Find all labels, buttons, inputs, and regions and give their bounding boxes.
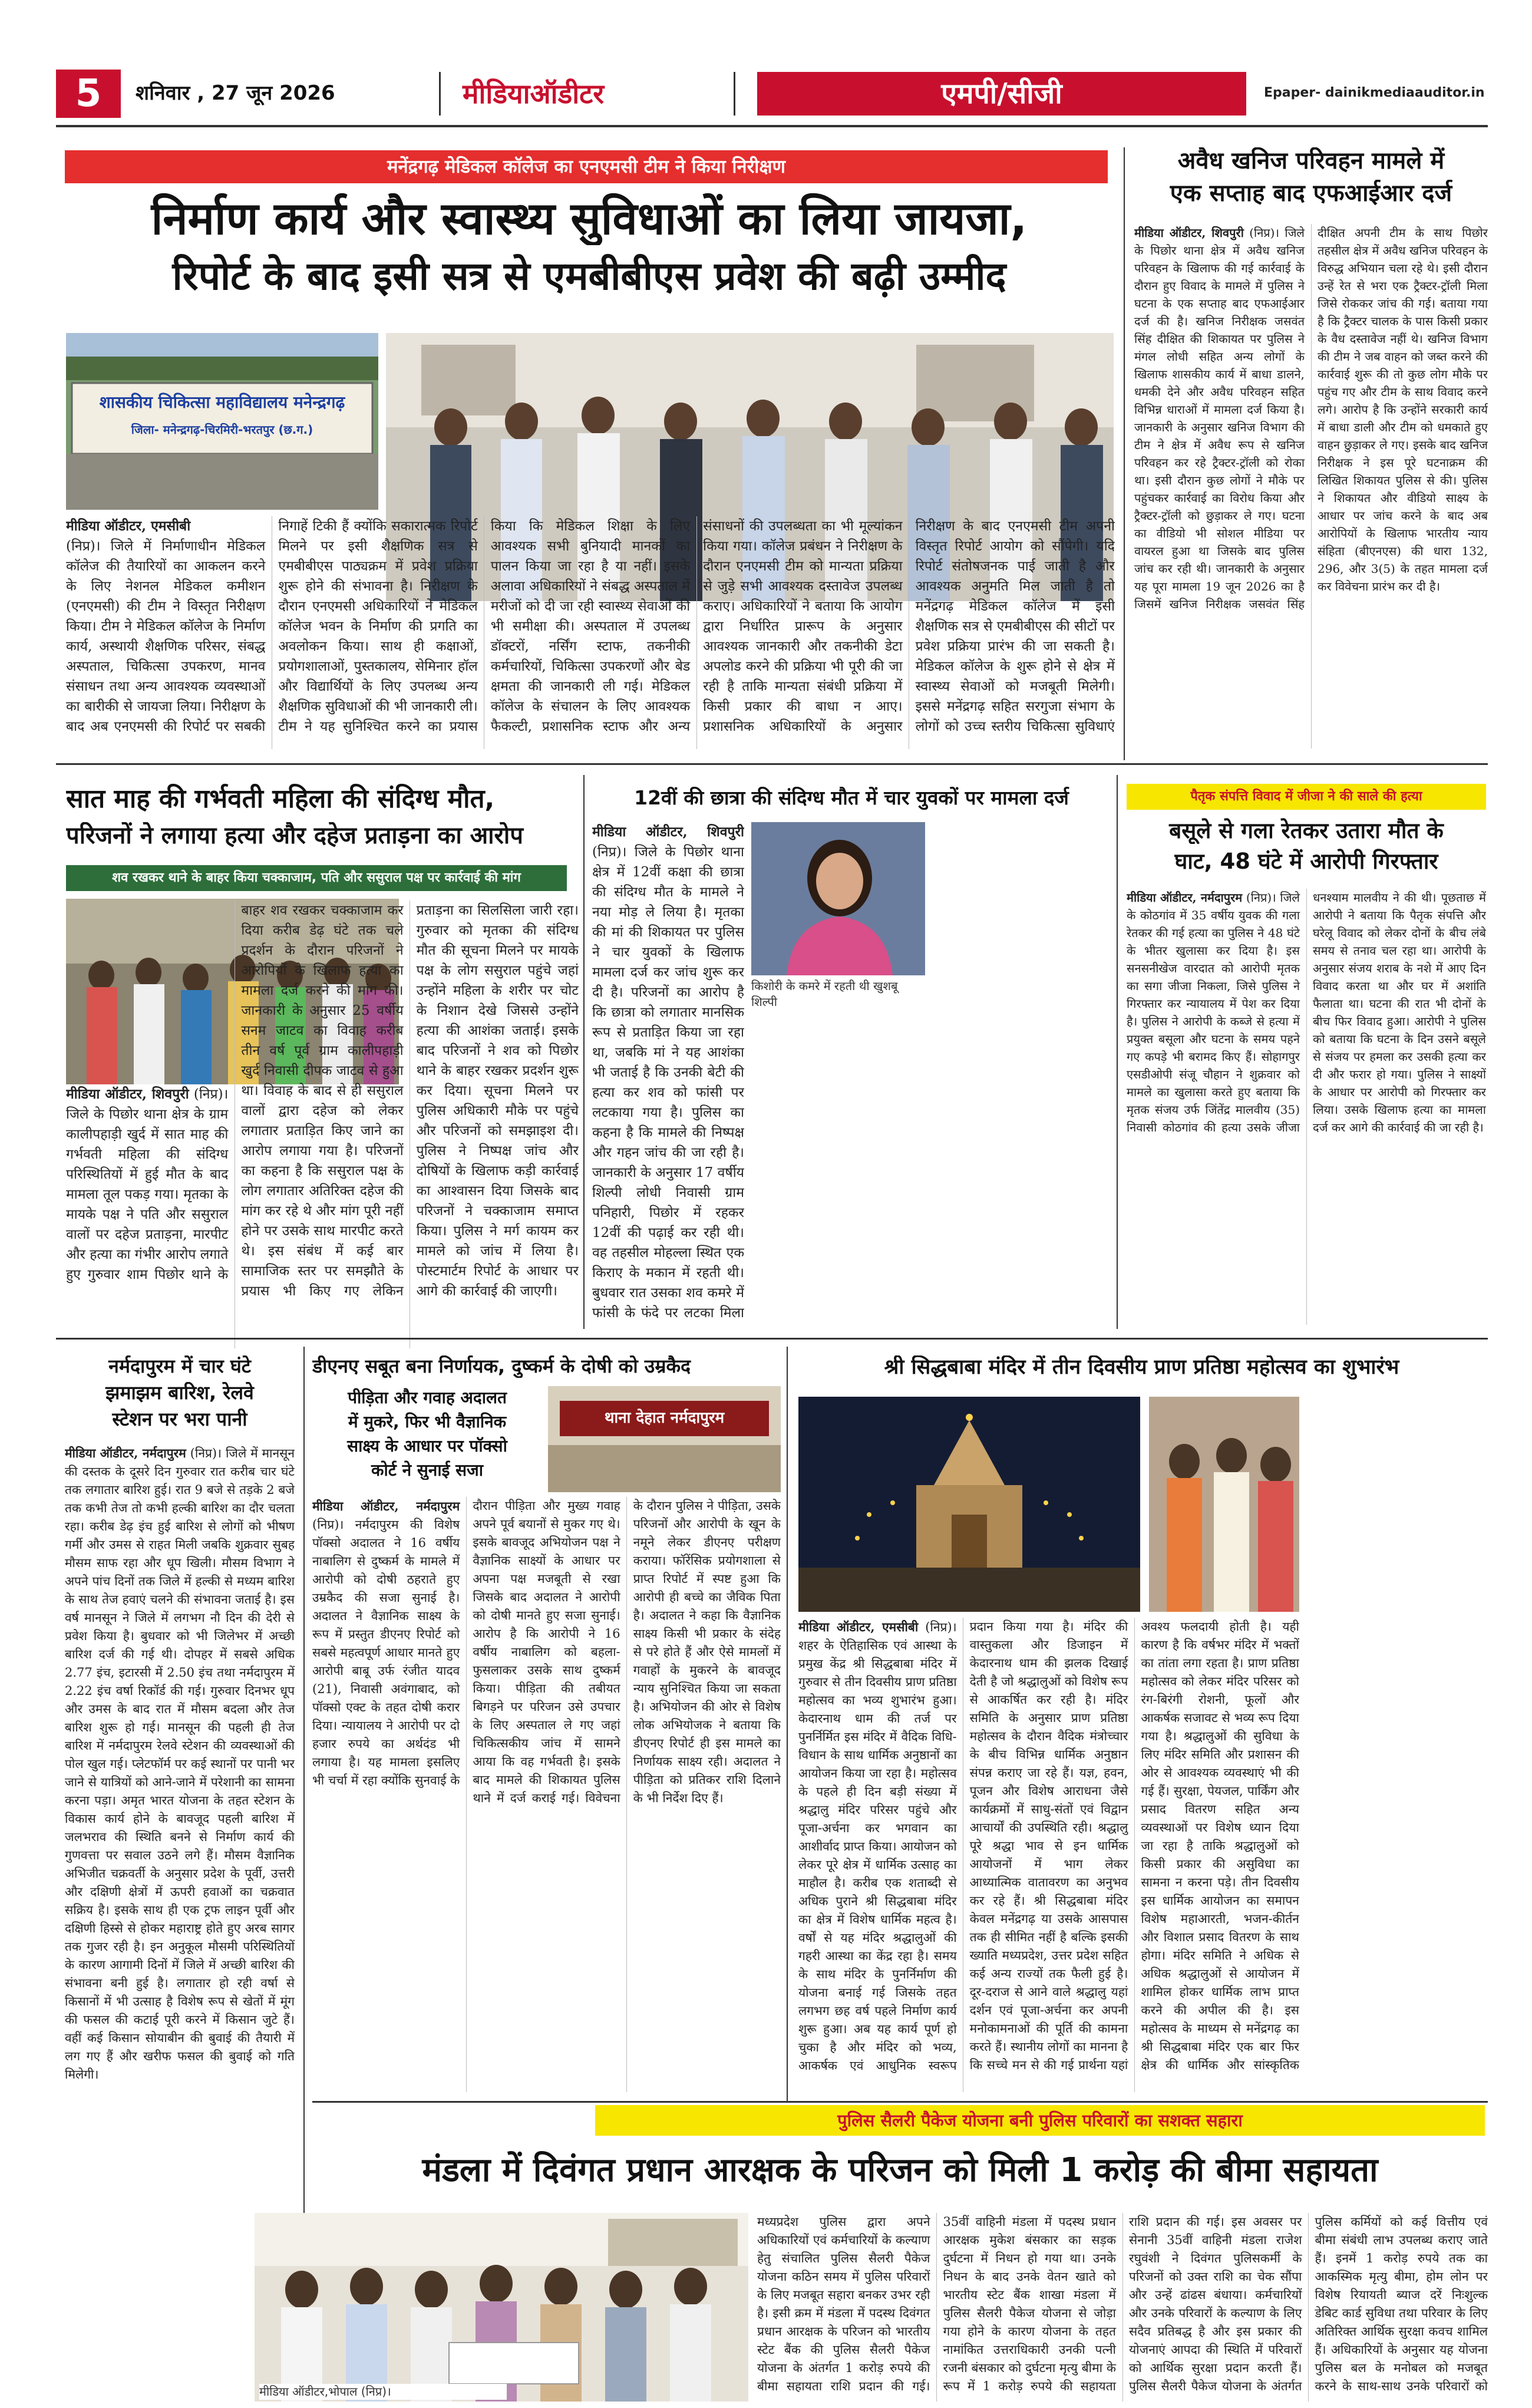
story1-kicker: मनेंद्रगढ़ मेडिकल कॉलेज का एनएमसी टीम ने किया निरीक्षण [65, 150, 1108, 183]
story6-body [65, 1444, 295, 2263]
story5-dateline: मीडिया ऑडीटर, नर्मदापुरम [1127, 890, 1243, 905]
story8-photo-temple [798, 1397, 1140, 1612]
story1-text: (निप्र)। जिले में निर्माणाधीन मेडिकल कॉलेज की तैयारियों का आकलन करने के लिए नेशनल मेडिकल कमीशन (एनएमसी) की टीम ने विस्तृत निरीक्षण किया। टीम ने मेडिकल कॉलेज के निर्माण कार्य, अस्थायी शैक्षणिक परिसर, संबद्ध अस्पताल, चिकित्सा उपकरण, मानव संसाधन तथा अन्य आवश्यक व्यवस्थाओं का बारीकी से जायजा लिया। निरीक्षण के बाद अब एनएमसी की रिपोर्ट पर सबकी निगाहें टिकी हैं क्योंकि सकारात्मक रिपोर्ट मिलने पर इसी शैक्षणिक सत्र से एमबीबीएस पाठ्यक्रम में प्रवेश प्रक्रिया शुरू होने की संभावना है। निरीक्षण के दौरान एनएमसी अधिकारियों ने मेडिकल कॉलेज भवन के निर्माण की प्रगति का अवलोकन किया। साथ ही कक्षाओं, प्रयोगशालाओं, पुस्तकालय, सेमिनार हॉल और विद्यार्थियों के लिए उपलब्ध अन्य शैक्षणिक सुविधाओं की भी जानकारी ली। टीम ने यह सुनिश्चित करने का प्रयास किया कि मेडिकल शिक्षा के लिए आवश्यक सभी बुनियादी मानकों का पालन किया जा रहा है या नहीं। इसके अलावा अधिकारियों ने संबद्ध अस्पताल में मरीजों को दी जा रही स्वास्थ्य सेवाओं की भी समीक्षा की। अस्पताल में उपलब्ध डॉक्टरों, नर्सिंग स्टाफ, तकनीकी कर्मचारियों, चिकित्सा उपकरणों और बेड क्षमता की जानकारी ली गई। मेडिकल कॉलेज के संचालन के लिए आवश्यक फैकल्टी, प्रशासनिक स्टाफ और अन्य संसाधनों की उपलब्धता का भी मूल्यांकन किया गया। कॉलेज प्रबंधन ने निरीक्षण के दौरान एनएमसी टीम को मान्यता प्रक्रिया से जुड़े सभी आवश्यक दस्तावेज उपलब्ध कराए। अधिकारियों ने बताया कि आयोग द्वारा निर्धारित प्रारूप के अनुसार आवश्यक जानकारी और तकनीकी डेटा अपलोड करने की प्रक्रिया भी पूरी की जा रही है ताकि मान्यता संबंधी प्रक्रिया में किसी प्रकार की बाधा न आए। प्रशासनिक अधिकारियों के अनुसार निरीक्षण के बाद एनएमसी टीम अपनी विस्तृत रिपोर्ट आयोग को सौंपेगी। यदि रिपोर्ट संतोषजनक पाई जाती है और आवश्यक अनुमति मिल जाती है तो मनेंद्रगढ़ मेडिकल कॉलेज में इसी शैक्षणिक सत्र से एमबीबीएस की सीटों पर प्रवेश प्रक्रिया प्रारंभ की जा सकती है। मेडिकल कॉलेज के शुरू होने से क्षेत्र में स्वास्थ्य सेवाओं को मजबूती मिलेगी। इससे मनेंद्रगढ़ सहित सरगुजा संभाग के लोगों को उच्च स्तरीय चिकित्सा सुविधाएं [66, 519, 1115, 734]
story2-headline-1: अवैध खनिज परिवहन मामले में [1177, 147, 1445, 174]
story6-headline-1: नर्मदापुरम में चार घंटे [108, 1355, 251, 1377]
brand-name: मीडियाऑडीटर [463, 78, 605, 110]
story8-text: (निप्र)। शहर के ऐतिहासिक एवं आस्था के प्रमुख केंद्र श्री सिद्धबाबा मंदिर में गुरुवार से तीन दिवसीय प्राण प्रतिष्ठा महोत्सव का भव्य शुभारंभ हुआ। केदारनाथ धाम की तर्ज पर पुनर्निर्मित इस मंदिर में वैदिक विधि-विधान के साथ धार्मिक अनुष्ठानों का आयोजन किया जा रहा है। महोत्सव के पहले ही दिन बड़ी संख्या में श्रद्धालु मंदिर परिसर पहुंचे और पूजा-अर्चना कर भगवान का आशीर्वाद प्राप्त किया। आयोजन को लेकर पूरे क्षेत्र में धार्मिक उत्साह का माहौल है। करीब एक शताब्दी से अधिक पुराने श्री सिद्धबाबा मंदिर का क्षेत्र में विशेष धार्मिक महत्व है। वर्षों से यह मंदिर श्रद्धालुओं की गहरी आस्था का केंद्र रहा है। समय के साथ मंदिर के पुनर्निर्माण की योजना बनाई गई जिसके तहत लगभग छह वर्ष पहले निर्माण कार्य शुरू हुआ। अब यह कार्य पूर्ण हो चुका है और मंदिर को भव्य, आकर्षक एवं आधुनिक स्वरूप प्रदान किया गया है। मंदिर की वास्तुकला और डिजाइन में केदारनाथ धाम की झलक दिखाई देती है जो श्रद्धालुओं को विशेष रूप से आकर्षित कर रही है। मंदिर समिति के अनुसार प्राण प्रतिष्ठा महोत्सव के दौरान वैदिक मंत्रोच्चार के बीच विभिन्न धार्मिक अनुष्ठान संपन्न कराए जा रहे हैं। यज्ञ, हवन, पूजन और विशेष आराधना जैसे कार्यक्रमों में साधु-संतों एवं विद्वान आचार्यों की उपस्थिति रही। श्रद्धालु पूरे श्रद्धा भाव से इन धार्मिक आयोजनों में भाग लेकर आध्यात्मिक वातावरण का अनुभव कर रहे हैं। श्री सिद्धबाबा मंदिर केवल मनेंद्रगढ़ या उसके आसपास तक ही सीमित नहीं है बल्कि इसकी ख्याति मध्यप्रदेश, उत्तर प्रदेश सहित कई अन्य राज्यों तक फैली हुई है। दूर-दराज से आने वाले श्रद्धालु यहां दर्शन एवं पूजा-अर्चना कर अपनी मनोकामनाओं की पूर्ति की कामना करते हैं। स्थानीय लोगों का मानना है कि सच्चे मन से की गई प्रार्थना यहां अवश्य फलदायी होती है। यही कारण है कि वर्षभर मंदिर में भक्तों का तांता लगा रहता है। प्राण प्रतिष्ठा महोत्सव को लेकर मंदिर परिसर को रंग-बिरंगी रोशनी, फूलों और आकर्षक सजावट से भव्य रूप दिया गया है। श्रद्धालुओं की सुविधा के लिए मंदिर समिति और प्रशासन की ओर से आवश्यक व्यवस्थाएं भी की गई हैं। सुरक्षा, पेयजल, पार्किंग और प्रसाद वितरण सहित अन्य व्यवस्थाओं पर विशेष ध्यान दिया जा रहा है ताकि श्रद्धालुओं को किसी प्रकार की असुविधा का सामना न करना पड़े। तीन दिवसीय इस धार्मिक आयोजन का समापन विशेष महाआरती, भजन-कीर्तन और विशाल प्रसाद वितरण के साथ होगा। मंदिर समिति ने अधिक से अधिक श्रद्धालुओं से आयोजन में शामिल होकर धार्मिक लाभ प्राप्त करने की अपील की है। इस महोत्सव के माध्यम से मनेंद्रगढ़ का श्री सिद्धबाबा मंदिर एक बार फिर क्षेत्र की धार्मिक और सांस्कृतिक [798, 1619, 1299, 2073]
story5-text: (निप्र)। जिले के कोठगांव में 35 वर्षीय युवक की गला रेतकर की गई हत्या का पुलिस ने 48 घंटे के भीतर खुलासा कर दिया है। इस सनसनीखेज वारदात को आरोपी मृतक का सगा जीजा निकला, जिसे पुलिस ने गिरफ्तार कर न्यायालय में पेश कर दिया है। पुलिस ने आरोपी के कब्जे से हत्या में प्रयुक्त बसूला और घटना के समय पहने गए कपड़े भी बरामद किए हैं। सोहागपुर एसडीओपी संजू चौहान ने शुक्रवार को मामले का खुलासा करते हुए बताया कि मृतक संजय उर्फ जिंतेंद्र मालवीय (35) निवासी कोठगांव की हत्या उसके जीजा धनश्याम मालवीय ने की थी। पूछताछ में आरोपी ने बताया कि पैतृक संपत्ति और घरेलू विवाद को लेकर दोनों के बीच लंबे समय से तनाव चल रहा था। आरोपी के अनुसार संजय शराब के नशे में आए दिन विवाद करता था और घर में अशांति फैलाता था। घटना की रात भी दोनों के बीच फिर विवाद हुआ। आरोपी ने पुलिस को बताया कि घटना के दिन उसने बसूले से संजय पर हमला कर उसकी हत्या कर दी और फरार हो गया। पुलिस ने साक्ष्यों के आधार पर आरोपी को गिरफ्तार कर लिया। उसके खिलाफ हत्या का मामला दर्ज कर आगे की कार्रवाई की जा रही है। [1127, 890, 1486, 1134]
epaper-url[interactable]: Epaper- dainikmediaauditor.in [1264, 85, 1485, 100]
story4-dateline: मीडिया ऑडीटर, शिवपुरी [592, 824, 744, 840]
story6-headline-2: झमाझम बारिश, रेलवे [105, 1382, 254, 1404]
story7-dateline: मीडिया ऑडीटर, नर्मदापुरम [312, 1499, 460, 1513]
police-station-sign: थाना देहात नर्मदापुरम [604, 1409, 725, 1427]
story7-body [312, 1497, 781, 2092]
divider-v2 [583, 775, 585, 1329]
story3-headline-1: सात माह की गर्भवती महिला की संदिग्ध मौत, [66, 784, 495, 814]
story5-headline-2: घाट, 48 घंटे में आरोपी गिरफ्तार [1174, 849, 1438, 874]
story9-kicker: पुलिस सैलरी पैकेज योजना बनी पुलिस परिवारों का सशक्त सहारा [595, 2105, 1485, 2136]
story7-sub-3: साक्ष्य के आधार पर पॉक्सो [347, 1436, 507, 1456]
story4-caption: किशोरी के कमरे में रहती थी खुशबू शिल्पी [751, 978, 925, 1010]
college-sign-text: शासकीय चिकित्सा महाविद्यालय मनेन्द्रगढ़ [99, 392, 345, 412]
story1-photo-sign [66, 333, 378, 510]
masthead-rule [56, 125, 1488, 127]
divider-v3 [1117, 775, 1118, 1329]
story8-side-col [1305, 1397, 1487, 2092]
divider-h3 [312, 2101, 1488, 2103]
story4-headline: 12वीं की छात्रा की संदिग्ध मौत में चार युवकों पर मामला दर्ज [634, 787, 1069, 809]
story7-photo [548, 1386, 781, 1492]
story4-col1 [592, 822, 744, 1323]
divider-v5 [787, 1347, 788, 2101]
story2-headline-2: एक सप्ताह बाद एफआईआर दर्ज [1170, 180, 1452, 207]
story3-text: (निप्र)। जिले के पिछोर थाना क्षेत्र के ग्राम कालीपहाड़ी खुर्द में सात माह की गर्भवती महिला की संदिग्ध परिस्थितियों में हुई मौत के बाद मामला तूल पकड़ गया। मृतका के मायके पक्ष ने पति और ससुराल वालों पर दहेज प्रताड़ना, मारपीट और हत्या का गंभीर आरोप लगाते हुए गुरुवार शाम पिछोर थाने के बाहर शव रखकर चक्काजाम कर दिया करीब डेढ़ घंटे तक चले प्रदर्शन के दौरान परिजनों ने आरोपियों के खिलाफ हत्या का मामला दर्ज करने की मांग की। जानकारी के अनुसार 25 वर्षीय सनम जाटव का विवाह करीब तीन वर्ष पूर्व ग्राम कालीपहाड़ी खुर्द निवासी दीपक जाटव से हुआ था। विवाह के बाद से ही ससुराल वालों द्वारा दहेज को लेकर लगातार प्रताड़ित किए जाने का आरोप लगाया गया है। परिजनों का कहना है कि ससुराल पक्ष के लोग लगातार अतिरिक्त दहेज की मांग कर रहे थे और मांग पूरी नहीं होने पर उसके साथ मारपीट करते थे। इस संबंध में कई बार सामाजिक स्तर पर समझौते के प्रयास भी किए गए लेकिन प्रताड़ना का सिलसिला जारी रहा। गुरुवार को मृतका की संदिग्ध मौत की सूचना मिलने पर मायके पक्ष के लोग ससुराल पहुंचे जहां उन्होंने महिला के शरीर पर चोट के निशान देखे जिससे उन्होंने हत्या की आशंका जताई। इसके बाद परिजनों ने शव को पिछोर थाने के बाहर रखकर प्रदर्शन शुरू कर दिया। सूचना मिलने पर पुलिस अधिकारी मौके पर पहुंचे और परिजनों को समझाइश दी। पुलिस ने निष्पक्ष जांच और दोषियों के खिलाफ कड़ी कार्रवाई का आश्वासन दिया जिसके बाद परिजनों ने चक्काजाम समाप्त किया। पुलिस ने मर्ग कायम कर मामले को जांच में लिया है। पोस्टमार्टम रिपोर्ट के आधार पर आगे की कार्रवाई की जाएगी। [66, 903, 579, 1299]
story7-text: (निप्र)। नर्मदापुरम की विशेष पॉक्सो अदालत ने 16 वर्षीय नाबालिग से दुष्कर्म के मामले में आरोपी को दोषी ठहराते हुए उम्रकैद की सजा सुनाई है। अदालत ने वैज्ञानिक साक्ष्य के रूप में प्रस्तुत डीएनए रिपोर्ट को सबसे महत्वपूर्ण आधार मानते हुए आरोपी बाबू उर्फ रंजीत यादव (21), निवासी अवंगाबाद, को पॉक्सो एक्ट के तहत दोषी करार दिया। न्यायालय ने आरोपी पर दो हजार रुपये का अर्थदंड भी लगाया है। यह मामला इसलिए भी चर्चा में रहा क्योंकि सुनवाई के दौरान पीड़िता और मुख्य गवाह अपने पूर्व बयानों से मुकर गए थे। इसके बावजूद अभियोजन पक्ष ने वैज्ञानिक साक्ष्यों के आधार पर अपना पक्ष मजबूती से रखा जिसके बाद अदालत ने आरोपी को दोषी मानते हुए सजा सुनाई। आरोप है कि आरोपी ने 16 वर्षीय नाबालिग को बहला-फुसलाकर उसके साथ दुष्कर्म किया। पीड़िता की तबीयत बिगड़ने पर परिजन उसे उपचार के लिए अस्पताल ले गए जहां चिकित्सकीय जांच में सामने आया कि वह गर्भवती है। इसके बाद मामले की शिकायत पुलिस थाने में दर्ज कराई गई। विवेचना के दौरान पुलिस ने पीड़िता, उसके परिजनों और आरोपी के खून के नमूने लेकर डीएनए परीक्षण कराया। फॉरेंसिक प्रयोगशाला से प्राप्त रिपोर्ट में स्पष्ट हुआ कि आरोपी ही बच्चे का जैविक पिता है। अदालत ने कहा कि वैज्ञानिक साक्ष्य किसी भी प्रकार के संदेह से परे होते हैं और ऐसे मामलों में गवाहों के मुकरने के बावजूद न्याय सुनिश्चित किया जा सकता है। अभियोजन की ओर से विशेष लोक अभियोजक ने बताया कि डीएनए रिपोर्ट ही इस मामले का निर्णायक साक्ष्य रही। अदालत ने पीड़िता को प्रतिकर राशि दिलाने के भी निर्देश दिए हैं। [312, 1499, 781, 1805]
divider-h2 [56, 1338, 1488, 1340]
story7-sub-4: कोर्ट ने सुनाई सजा [371, 1460, 484, 1480]
story3-headline-2: परिजनों ने लगाया हत्या और दहेज प्रताड़ना का आरोप [66, 822, 523, 849]
story9-headline: मंडला में दिवंगत प्रधान आरक्षक के परिजन को मिली 1 करोड़ की बीमा सहायता [422, 2151, 1378, 2189]
page-number: 5 [56, 70, 121, 118]
story6-text: (निप्र)। जिले में मानसून की दस्तक के दूसरे दिन गुरुवार रात करीब चार घंटे तक लगातार बारिश हुई। रात 9 बजे से तड़के 2 बजे तक कभी तेज तो कभी हल्की बारिश का दौर चलता रहा। करीब डेढ़ इंच हुई बारिश से लोगों को भीषण गर्मी और उमस से राहत मिली जबकि शुक्रवार सुबह मौसम साफ रहा और धूप खिली। मौसम विभाग ने अपने पांच दिनों तक जिले में हल्की से मध्यम बारिश के साथ तेज हवाएं चलने की संभावना जताई है। इस वर्ष मानसून ने जिले में लगभग नौ दिन की देरी से प्रवेश किया है। बुधवार को भी जिलेभर में अच्छी बारिश दर्ज की गई थी। दोपहर में सबसे अधिक 2.77 इंच, इटारसी में 2.50 इंच तथा नर्मदापुरम में 2.22 इंच वर्षा रिकॉर्ड की गई। गुरुवार दिनभर धूप और उमस के बाद रात में मौसम बदला और तेज बारिश शुरू हो गई। मानसून की पहली ही तेज बारिश में नर्मदापुरम रेलवे स्टेशन की व्यवस्थाओं की पोल खुल गई। प्लेटफॉर्म पर कई स्थानों पर पानी भर जाने से यात्रियों को आने-जाने में परेशानी का सामना करना पड़ा। अमृत भारत योजना के तहत स्टेशन के विकास कार्य होने के बावजूद पहली बारिश में जलभराव की स्थिति बनने से निर्माण कार्य की गुणवत्ता पर सवाल उठने लगे हैं। मौसम वैज्ञानिक अभिजीत चक्रवर्ती के अनुसार प्रदेश के पूर्वी, उत्तरी और दक्षिणी क्षेत्रों में ऊपरी हवाओं का चक्रवात सक्रिय है। इसके साथ ही एक ट्रफ लाइन पूर्वी और दक्षिणी हिस्से से होकर महाराष्ट्र होते हुए अरब सागर तक गुजर रही है। इन अनुकूल मौसमी परिस्थितियों के कारण आगामी दिनों में जिले में अच्छी बारिश की संभावना बनी हुई है। लगातार हो रही वर्षा से किसानों में भी उत्साह है विशेष रूप से खेतों में मूंग की फसल की कटाई पूरी करने में किसान जुटे हैं। वहीं कई किसान सोयाबीन की बुवाई की तैयारी में लग गए हैं और खरीफ फसल की बुवाई को गति मिलेगी। [65, 1446, 295, 2082]
story1-headline-2: रिपोर्ट के बाद इसी सत्र से एमबीबीएस प्रवेश की बढ़ी उम्मीद [172, 253, 1006, 299]
story9-photo [255, 2213, 748, 2402]
divider-h1 [56, 763, 1488, 765]
section-banner: एमपी/सीजी [757, 72, 1246, 116]
story1-dateline: मीडिया ऑडीटर, एमसीबी [66, 518, 191, 534]
story8-photo-crowd [1149, 1397, 1299, 1612]
story5-kicker: पैतृक संपत्ति विवाद में जीजा ने की साले की हत्या [1127, 784, 1486, 810]
story8-headline: श्री सिद्धबाबा मंदिर में तीन दिवसीय प्राण प्रतिष्ठा महोत्सव का शुभारंभ [884, 1355, 1399, 1379]
story2-text: (निप्र)। जिले के पिछोर थाना क्षेत्र में अवैध खनिज परिवहन के खिलाफ की गई कार्रवाई के दौरान हुए विवाद के मामले में पुलिस ने घटना के एक सप्ताह बाद एफआईआर दर्ज की है। खनिज निरीक्षक जसवंत सिंह दीक्षित की शिकायत पर पुलिस ने मंगल लोधी सहित अन्य लोगों के खिलाफ शासकीय कार्य में बाधा डालने, धमकी देने और अवैध परिवहन सहित विभिन्न धाराओं में मामला दर्ज किया है। जानकारी के अनुसार खनिज विभाग की टीम ने क्षेत्र में अवैध रूप से खनिज परिवहन कर रहे ट्रैक्टर-ट्रॉली को रोका था। इसी दौरान कुछ लोगों ने मौके पर पहुंचकर कार्रवाई का विरोध किया और ट्रैक्टर-ट्रॉली को छुड़ाकर ले गए। घटना का वीडियो भी सोशल मीडिया पर वायरल हुआ था जिसके बाद पुलिस जांच कर रही थी। जानकारी के अनुसार यह पूरा मामला 19 जून 2026 का है जिसमें खनिज निरीक्षक जसवंत सिंह दीक्षित अपनी टीम के साथ पिछोर तहसील क्षेत्र में अवैध खनिज परिवहन के विरुद्ध अभियान चला रहे थे। इसी दौरान उन्हें रेत से भरा एक ट्रैक्टर-ट्रॉली मिला जिसे रोककर जांच की गई। बताया गया है कि ट्रैक्टर चालक के पास किसी प्रकार के वैध दस्तावेज नहीं थे। खनिज विभाग की टीम ने जब वाहन को जब्त करने की कार्रवाई शुरू की तो कुछ लोग मौके पर पहुंच गए और टीम के साथ विवाद करने लगे। आरोप है कि उन्होंने सरकारी कार्य में बाधा डाली और टीम को धमकाते हुए वाहन छुड़ाकर ले गए। इसके बाद खनिज निरीक्षक ने इस पूरे घटनाक्रम की लिखित शिकायत पुलिस से की। पुलिस ने शिकायत और वीडियो साक्ष्य के आधार पर जांच करने के बाद अब आरोपियों के खिलाफ भारतीय न्याय संहिता (बीएनएस) की धारा 132, 296, और 3(5) के तहत मामला दर्ज कर विवेचना प्रारंभ कर दी है। [1134, 226, 1488, 611]
divider-v1 [1124, 147, 1125, 760]
story5-headline-1: बसूले से गला रेतकर उतारा मौत के [1169, 818, 1444, 843]
divider-v4 [303, 1347, 305, 2254]
story9-caption: मीडिया ऑडीटर,भोपाल (निप्र)। [259, 2384, 507, 2400]
story3-body [66, 900, 579, 1348]
story9-text: मध्यप्रदेश पुलिस द्वारा अपने अधिकारियों एवं कर्मचारियों के कल्याण हेतु संचालित पुलिस सैलरी पैकेज योजना कठिन समय में पुलिस परिवारों के लिए मजबूत सहारा बनकर उभर रही है। इसी क्रम में मंडला में पदस्थ दिवंगत प्रधान आरक्षक के परिजन को भारतीय स्टेट बैंक की पुलिस सैलरी पैकेज योजना के अंतर्गत 1 करोड़ रुपये की बीमा सहायता राशि प्रदान की गई। 35वीं वाहिनी मंडला में पदस्थ प्रधान आरक्षक मुकेश बंसकार का सड़क दुर्घटना में निधन हो गया था। उनके निधन के बाद उनके वेतन खाते को भारतीय स्टेट बैंक शाखा मंडला में पुलिस सैलरी पैकेज योजना से जोड़ा गया होने के कारण योजना के तहत नामांकित उत्तराधिकारी उनकी पत्नी रजनी बंसकार को दुर्घटना मृत्यु बीमा के रूप में 1 करोड़ रुपये की सहायता राशि प्रदान की गई। इस अवसर पर सेनानी 35वीं वाहिनी मंडला राजेश रघुवंशी ने दिवंगत पुलिसकर्मी के परिजनों को उक्त राशि का चेक सौंपा और उन्हें ढांढस बंधाया। कर्मचारियों और उनके परिवारों के कल्याण के लिए सदैव प्रतिबद्ध है और इस प्रकार की योजनाएं आपदा की स्थिति में परिवारों को आर्थिक सुरक्षा प्रदान करती हैं। पुलिस सैलरी पैकेज योजना के अंतर्गत पुलिस कर्मियों को कई वित्तीय एवं बीमा संबंधी लाभ उपलब्ध कराए जाते हैं। इनमें 1 करोड़ रुपये तक का आकस्मिक मृत्यु बीमा, होम लोन पर विशेष रियायती ब्याज दरें निःशुल्क डेबिट कार्ड सुविधा तथा परिवार के लिए अतिरिक्त आर्थिक सुरक्षा कवच शामिल हैं। अधिकारियों के अनुसार यह योजना पुलिस बल के मनोबल को मजबूत करने के साथ-साथ उनके परिवारों को [757, 2215, 1488, 2393]
story7-sub-2: में मुकरे, फिर भी वैज्ञानिक [348, 1412, 507, 1431]
story7-headline: डीएनए सबूत बना निर्णायक, दुष्कर्म के दोषी को उम्रकैद [312, 1355, 691, 1377]
story2-body [1134, 224, 1488, 748]
story2-dateline: मीडिया ऑडीटर, शिवपुरी [1134, 226, 1244, 240]
masthead [56, 70, 1488, 118]
story6-headline-3: स्टेशन पर भरा पानी [112, 1408, 247, 1430]
story3-dateline: मीडिया ऑडीटर, शिवपुरी [66, 1086, 189, 1102]
story4-col-rest [751, 1014, 1105, 1323]
story7-sub-1: पीड़िता और गवाह अदालत [348, 1388, 507, 1407]
story3-subbar: शव रखकर थाने के बाहर किया चक्काजाम, पति और ससुराल पक्ष पर कार्रवाई की मांग [66, 865, 567, 891]
story9-body [757, 2213, 1488, 2402]
page-date: शनिवार , 27 जून 2026 [136, 81, 335, 105]
story8-dateline: मीडिया ऑडीटर, एमसीबी [798, 1619, 919, 1634]
story5-body [1127, 889, 1486, 1325]
story6-dateline: मीडिया ऑडीटर, नर्मदापुरम [65, 1446, 186, 1460]
story4-photo [751, 822, 925, 975]
story1-body [66, 516, 1115, 749]
story1-headline-1: निर्माण कार्य और स्वास्थ्य सुविधाओं का लिया जायजा, [151, 192, 1028, 245]
story8-body [798, 1618, 1299, 2092]
college-sign-subtext: जिला- मनेन्द्रगढ़-चिरमिरी-भरतपुर (छ.ग.) [131, 423, 313, 437]
story4-text: (निप्र)। जिले के पिछोर थाना क्षेत्र में 12वीं कक्षा की छात्रा की संदिग्ध मौत के मामले ने नया मोड़ ले लिया है। मृतका की मां की शिकायत पर पुलिस ने चार युवकों के खिलाफ मामला दर्ज कर जांच शुरू कर दी है। परिजनों का आरोप है कि छात्रा को लगातार मानसिक रूप से प्रताड़ित किया जा रहा था, जबकि मां ने यह आशंका भी जताई है कि उनकी बेटी की हत्या कर शव को फांसी पर लटकाया गया है। पुलिस का कहना है कि मामले की निष्पक्ष और गहन जांच की जा रही है। जानकारी के अनुसार 17 वर्षीय शिल्पी लोधी निवासी ग्राम पनिहारी, पिछोर में रहकर 12वीं की पढ़ाई कर रही थी। वह तहसील मोहल्ला स्थित एक किराए के मकान में रहती थी। बुधवार रात उसका शव कमरे में फांसी के फंदे पर लटका मिला [592, 845, 744, 1321]
